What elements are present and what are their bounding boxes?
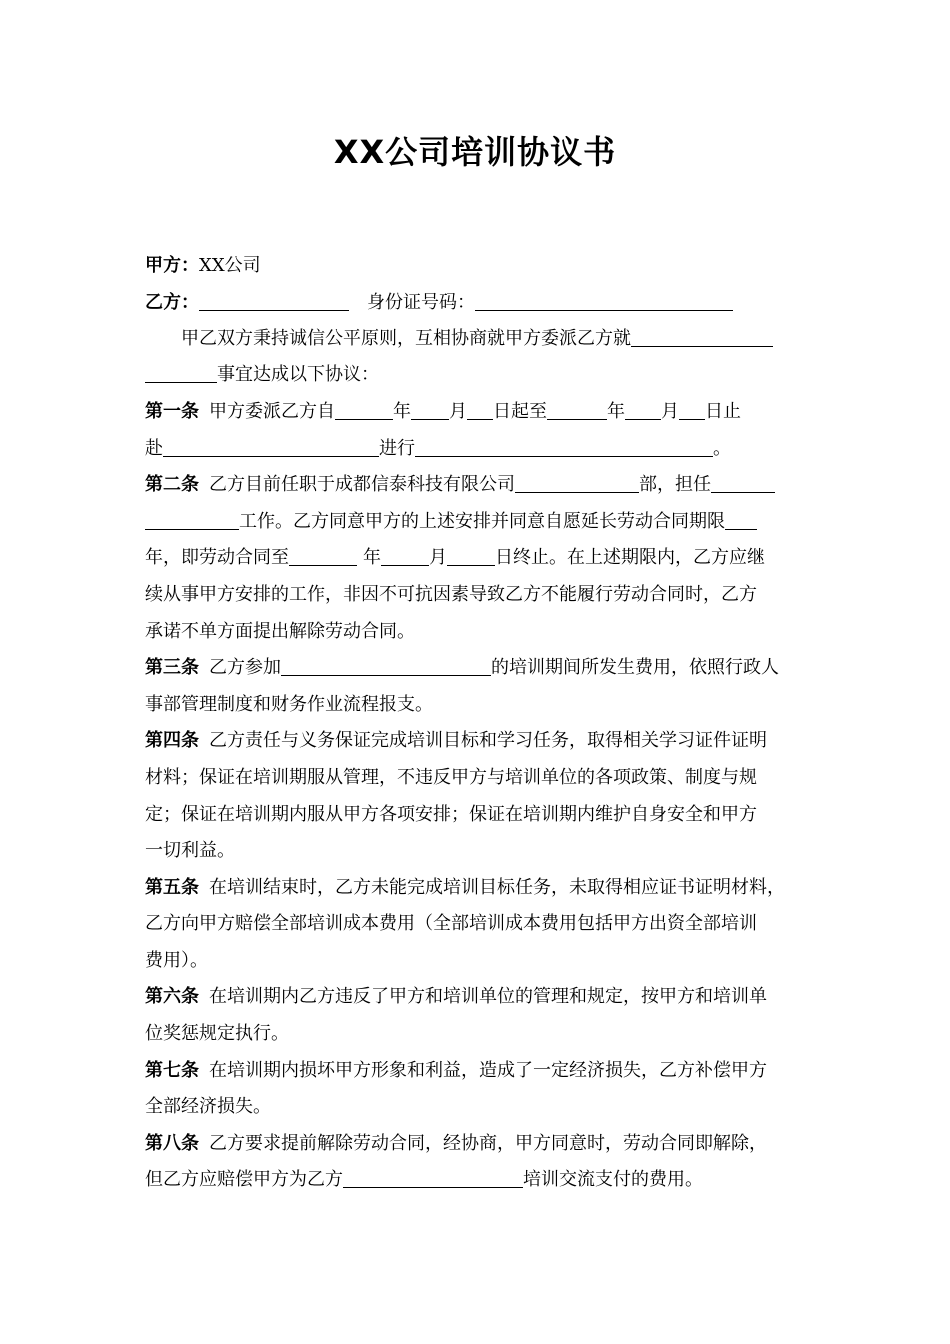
start-year-blank[interactable] — [335, 401, 393, 420]
article-4-text: 材料；保证在培训期服从管理，不违反甲方与培训单位的各项政策、制度与规 — [145, 766, 757, 788]
article-8-label: 第八条 — [145, 1132, 199, 1154]
article-2-text: 乙方目前任职于成都信泰科技有限公司 — [209, 474, 515, 496]
intro-matter-blank-2[interactable] — [145, 364, 217, 383]
contract-year-blank[interactable] — [289, 547, 357, 566]
destination-blank[interactable] — [163, 438, 379, 457]
month-text: 月 — [449, 400, 467, 422]
intro-line-1 — [145, 321, 810, 358]
party-b-line — [145, 285, 810, 321]
article-2-line-2 — [145, 504, 810, 541]
article-6-line-1 — [145, 979, 810, 1016]
article-2-text: 年，即劳动合同至 — [145, 547, 289, 569]
position-blank-2[interactable] — [145, 511, 239, 530]
month-text: 月 — [661, 400, 679, 422]
article-2-text: 工作。乙方同意甲方的上述安排并同意自愿延长劳动合同期限 — [239, 510, 725, 532]
article-1-line-1 — [145, 394, 810, 431]
article-2-label: 第二条 — [145, 474, 199, 496]
party-a-label: 甲方： — [145, 255, 199, 276]
article-2-text: 承诺不单方面提出解除劳动合同。 — [145, 620, 415, 642]
document-body — [145, 248, 810, 1199]
article-3-label: 第三条 — [145, 657, 199, 679]
article-8-text: 乙方要求提前解除劳动合同，经协商，甲方同意时，劳动合同即解除， — [209, 1132, 767, 1154]
party-b-name-blank[interactable] — [199, 292, 349, 311]
day-from-text: 日起至 — [493, 400, 547, 422]
article-4-text: 乙方责任与义务保证完成培训目标和学习任务，取得相关学习证件证明 — [209, 730, 767, 752]
article-4-line-4 — [145, 833, 810, 870]
article-2-line-5 — [145, 614, 810, 651]
party-b-label: 乙方： — [145, 291, 199, 313]
article-3-line-2 — [145, 687, 810, 724]
year-text: 年 — [363, 547, 381, 569]
article-1-label: 第一条 — [145, 400, 199, 422]
department-text: 部，担任 — [639, 474, 711, 496]
article-6-line-2 — [145, 1016, 810, 1053]
article-3-text: 的培训期间所发生费用，依照行政人 — [491, 657, 779, 679]
article-7-text: 在培训期内损坏甲方形象和利益，造成了一定经济损失，乙方补偿甲方 — [209, 1059, 767, 1081]
position-blank-1[interactable] — [711, 474, 775, 493]
contract-month-blank[interactable] — [381, 547, 429, 566]
article-5-text: 乙方向甲方赔偿全部培训成本费用（全部培训成本费用包括甲方出资全部培训 — [145, 913, 757, 935]
end-month-blank[interactable] — [625, 401, 661, 420]
article-4-text: 定；保证在培训期内服从甲方各项安排；保证在培训期内维护自身安全和甲方 — [145, 803, 757, 825]
conduct-text: 进行 — [379, 437, 415, 459]
start-day-blank[interactable] — [467, 401, 493, 420]
article-1-line-2 — [145, 431, 810, 468]
article-3-text: 事部管理制度和财务作业流程报支。 — [145, 693, 433, 715]
article-7-label: 第七条 — [145, 1059, 199, 1081]
article-5-line-1 — [145, 870, 810, 907]
department-blank[interactable] — [515, 474, 639, 493]
article-8-line-1 — [145, 1126, 810, 1163]
training-exchange-blank[interactable] — [343, 1169, 523, 1188]
end-day-blank[interactable] — [679, 401, 705, 420]
article-4-label: 第四条 — [145, 730, 199, 752]
article-6-text: 在培训期内乙方违反了甲方和培训单位的管理和规定，按甲方和培训单 — [209, 986, 767, 1008]
party-a-value: XX公司 — [199, 255, 261, 276]
period-text: 。 — [713, 437, 731, 459]
article-2-line-1 — [145, 467, 810, 504]
contract-day-blank[interactable] — [447, 547, 495, 566]
article-2-text: 续从事甲方安排的工作，非因不可抗因素导致乙方不能履行劳动合同时，乙方 — [145, 583, 757, 605]
article-4-line-3 — [145, 797, 810, 834]
article-6-text: 位奖惩规定执行。 — [145, 1023, 289, 1045]
article-7-line-2 — [145, 1089, 810, 1126]
article-7-text: 全部经济损失。 — [145, 1096, 271, 1118]
article-5-line-3 — [145, 943, 810, 980]
article-5-text: 费用）。 — [145, 949, 208, 971]
end-year-blank[interactable] — [547, 401, 607, 420]
intro-text-2: 事宜达成以下协议： — [217, 364, 379, 386]
intro-matter-blank-1[interactable] — [631, 328, 773, 347]
extension-years-blank[interactable] — [725, 511, 757, 530]
year-text: 年 — [393, 400, 411, 422]
party-a-line — [145, 248, 810, 285]
article-4-text: 一切利益。 — [145, 840, 235, 862]
go-to-text: 赴 — [145, 437, 163, 459]
article-8-line-2 — [145, 1162, 810, 1199]
id-number-label: 身份证号码： — [367, 291, 475, 313]
month-text: 月 — [429, 547, 447, 569]
document-title: XX公司培训协议书 — [333, 133, 617, 171]
article-4-line-1 — [145, 723, 810, 760]
article-4-line-2 — [145, 760, 810, 797]
article-5-text: 在培训结束时，乙方未能完成培训目标任务，未取得相应证书证明材料， — [209, 876, 785, 898]
training-name-blank[interactable] — [281, 657, 491, 676]
intro-line-2 — [145, 357, 810, 394]
article-3-line-1 — [145, 650, 810, 687]
article-8-text: 培训交流支付的费用。 — [523, 1169, 703, 1191]
article-2-line-3 — [145, 540, 810, 577]
id-number-blank[interactable] — [475, 292, 733, 311]
intro-text-1: 甲乙双方秉持诚信公平原则，互相协商就甲方委派乙方就 — [181, 327, 631, 349]
article-7-line-1 — [145, 1053, 810, 1090]
article-8-text: 但乙方应赔偿甲方为乙方 — [145, 1169, 343, 1191]
article-2-line-4 — [145, 577, 810, 614]
article-5-line-2 — [145, 906, 810, 943]
article-6-label: 第六条 — [145, 986, 199, 1008]
article-3-text: 乙方参加 — [209, 657, 281, 679]
article-5-label: 第五条 — [145, 876, 199, 898]
day-until-text: 日止 — [705, 400, 741, 422]
year-text: 年 — [607, 400, 625, 422]
article-2-text: 日终止。在上述期限内，乙方应继 — [495, 547, 765, 569]
start-month-blank[interactable] — [411, 401, 449, 420]
activity-blank[interactable] — [415, 438, 713, 457]
article-1-text: 甲方委派乙方自 — [209, 400, 335, 422]
